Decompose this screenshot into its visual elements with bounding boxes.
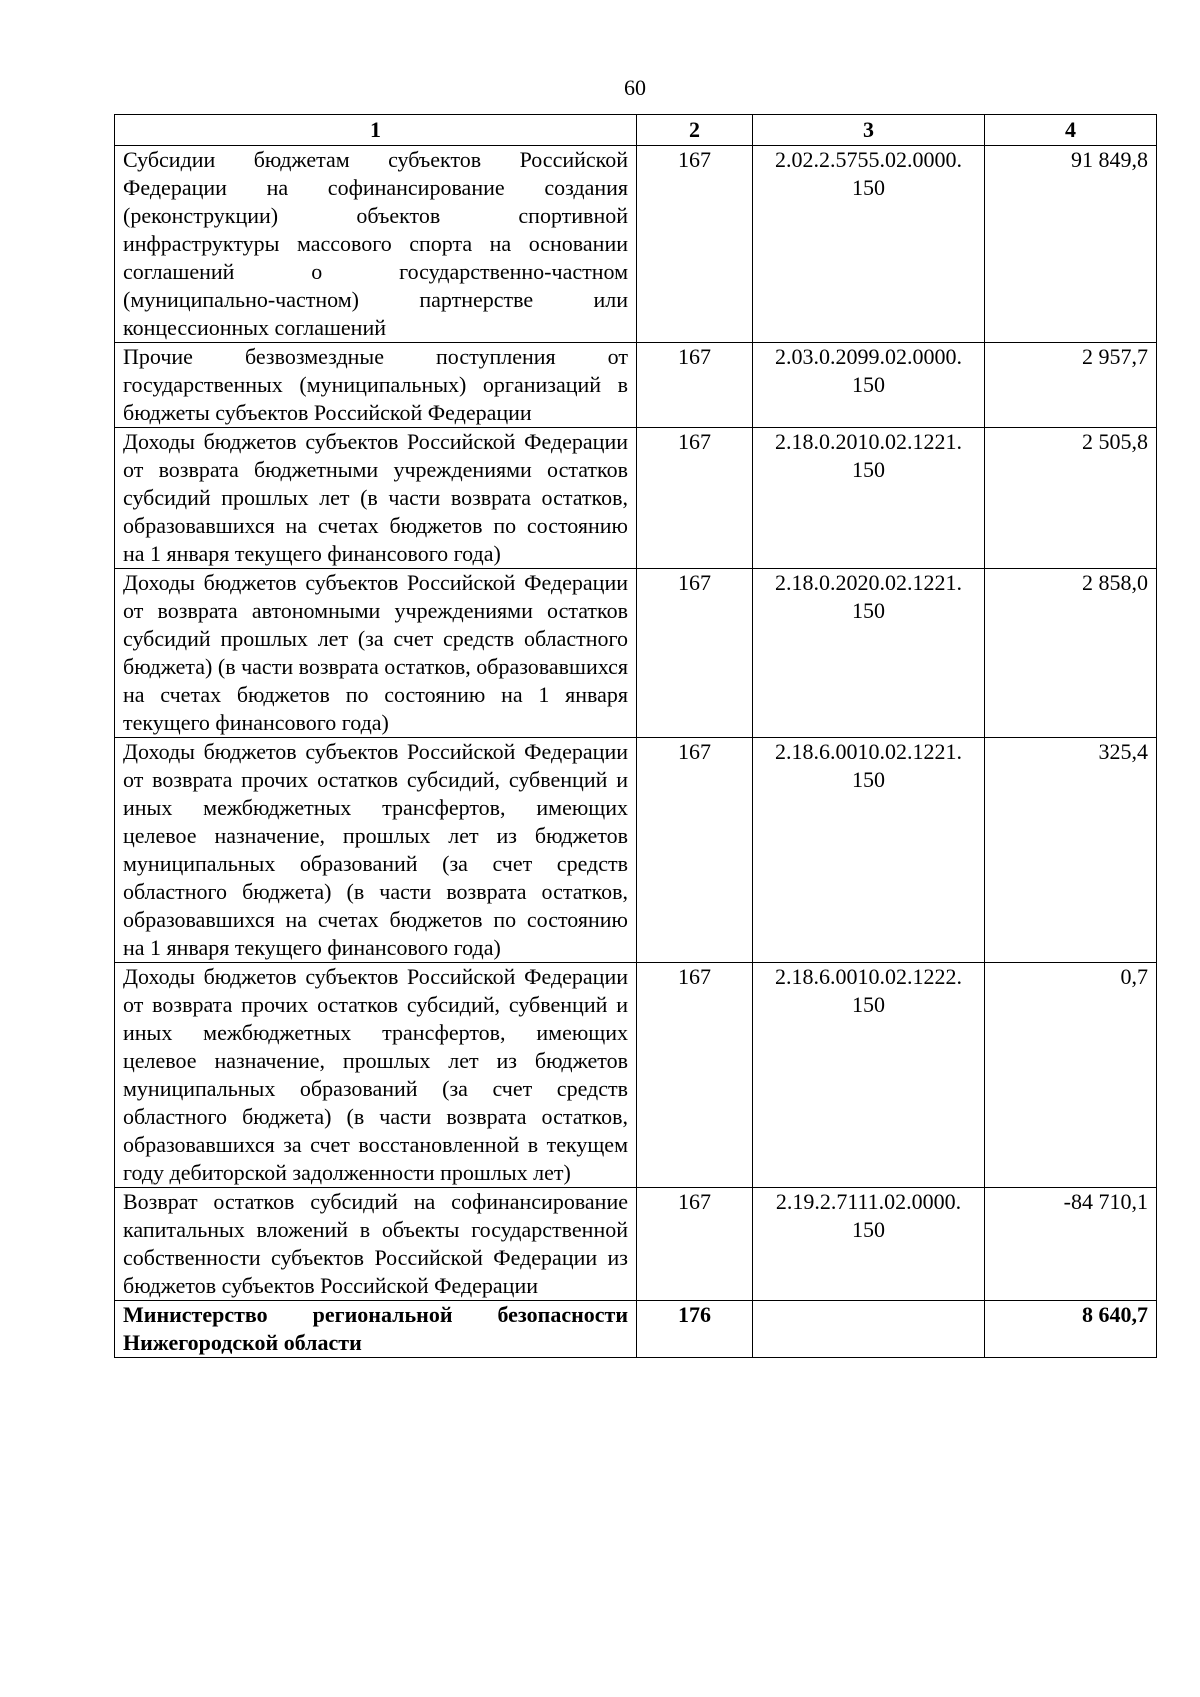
row-admin-code: 167: [637, 963, 753, 1188]
row-description: Доходы бюджетов субъектов Российской Федерации от возврата прочих остатков субсидий, субвенций и иных межбюджетных трансфертов, имеющих целевое назначение, прошлых лет из бюджетов муниципальных образований (за счет средств областного бюджета) (в части возврата остатков, образовавшихся на счетах бюджетов по состоянию на 1 января текущего финансового года): [115, 738, 637, 963]
row-admin-code: 167: [637, 146, 753, 343]
total-admin-code: 176: [637, 1301, 753, 1358]
row-classification-code: 2.18.6.0010.02.1222. 150: [753, 963, 985, 1188]
total-classification-code: [753, 1301, 985, 1358]
row-description: Доходы бюджетов субъектов Российской Федерации от возврата автономными учреждениями остатков субсидий прошлых лет (за счет средств областного бюджета) (в части возврата остатков, образовавшихся на счетах бюджетов по состоянию на 1 января текущего финансового года): [115, 569, 637, 738]
row-classification-code: 2.18.6.0010.02.1221. 150: [753, 738, 985, 963]
row-admin-code: 167: [637, 738, 753, 963]
page-number: 60: [624, 75, 646, 100]
row-amount: 2 858,0: [985, 569, 1157, 738]
table-row: [115, 428, 1157, 569]
table-row: [115, 146, 1157, 343]
row-admin-code: 167: [637, 569, 753, 738]
table-row: [115, 1188, 1157, 1301]
row-classification-code: 2.03.0.2099.02.0000. 150: [753, 343, 985, 428]
row-classification-code: 2.18.0.2020.02.1221. 150: [753, 569, 985, 738]
budget-revenue-table: [114, 114, 1157, 1358]
row-amount: 2 957,7: [985, 343, 1157, 428]
row-description: Субсидии бюджетам субъектов Российской Федерации на софинансирование создания (реконструкции) объектов спортивной инфраструктуры массового спорта на основании соглашений о государственно-частном (муниципально-частном) партнерстве или концессионных соглашений: [115, 146, 637, 343]
row-description: Доходы бюджетов субъектов Российской Федерации от возврата бюджетными учреждениями остатков субсидий прошлых лет (в части возврата остатков, образовавшихся на счетах бюджетов по состоянию на 1 января текущего финансового года): [115, 428, 637, 569]
row-admin-code: 167: [637, 428, 753, 569]
table-row: [115, 963, 1157, 1188]
header-col-2: 2: [637, 115, 753, 146]
total-amount: 8 640,7: [985, 1301, 1157, 1358]
row-admin-code: 167: [637, 343, 753, 428]
header-col-4: 4: [985, 115, 1157, 146]
row-admin-code: 167: [637, 1188, 753, 1301]
row-amount: -84 710,1: [985, 1188, 1157, 1301]
row-classification-code: 2.18.0.2010.02.1221. 150: [753, 428, 985, 569]
row-classification-code: 2.02.2.5755.02.0000. 150: [753, 146, 985, 343]
row-amount: 2 505,8: [985, 428, 1157, 569]
table-row: [115, 343, 1157, 428]
header-col-3: 3: [753, 115, 985, 146]
row-description: Прочие безвозмездные поступления от государственных (муниципальных) организаций в бюджеты субъектов Российской Федерации: [115, 343, 637, 428]
total-description: Министерство региональной безопасности Нижегородской области: [115, 1301, 637, 1358]
row-description: Возврат остатков субсидий на софинансирование капитальных вложений в объекты государственной собственности субъектов Российской Федерации из бюджетов субъектов Российской Федерации: [115, 1188, 637, 1301]
table-total-row: [115, 1301, 1157, 1358]
row-amount: 91 849,8: [985, 146, 1157, 343]
table-row: [115, 738, 1157, 963]
row-amount: 325,4: [985, 738, 1157, 963]
table-row: [115, 569, 1157, 738]
row-description: Доходы бюджетов субъектов Российской Федерации от возврата прочих остатков субсидий, субвенций и иных межбюджетных трансфертов, имеющих целевое назначение, прошлых лет из бюджетов муниципальных образований (за счет средств областного бюджета) (в части возврата остатков, образовавшихся за счет восстановленной в текущем году дебиторской задолженности прошлых лет): [115, 963, 637, 1188]
row-amount: 0,7: [985, 963, 1157, 1188]
header-col-1: 1: [115, 115, 637, 146]
table-header-row: [115, 115, 1157, 146]
row-classification-code: 2.19.2.7111.02.0000. 150: [753, 1188, 985, 1301]
